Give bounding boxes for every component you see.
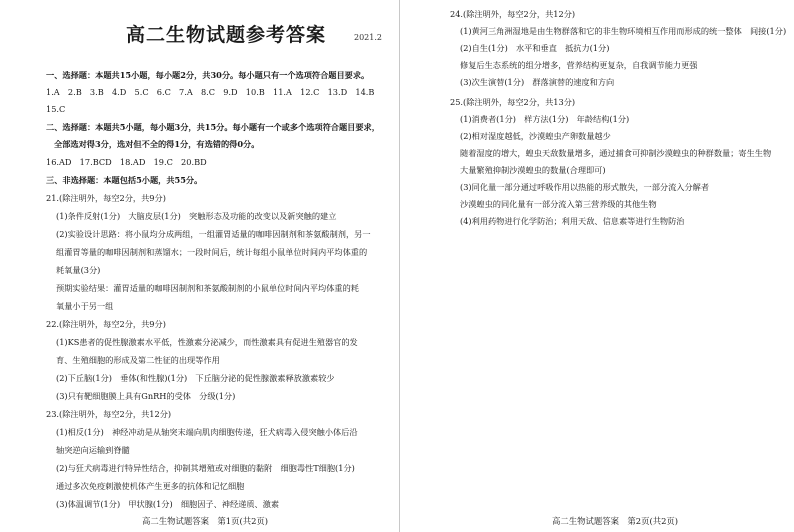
q24-answer-1: (1)黄河三角洲湿地是由生物群落和它的非生物环境相互作用而形成的统一整体 间接(1分) xyxy=(460,26,787,36)
q21-expected-result-cont: 氧量小于另一组 xyxy=(56,301,114,311)
q21-expected-result: 预期实验结果：灌胃适量的咖啡因制剂和茶氨酸制剂的小鼠单位时间内平均体重的耗 xyxy=(56,283,359,293)
q23-answer-2: (2)与狂犬病毒进行特异性结合，抑制其增殖或对细胞的黏附 细胞毒性T细胞(1分) xyxy=(56,463,355,473)
page-title: 高二生物试题参考答案 xyxy=(126,24,327,46)
page-divider xyxy=(399,0,400,532)
q25-answer-3: (3)同化量一部分通过呼吸作用以热能的形式散失，一部分流入分解者 xyxy=(460,182,710,192)
q25-answer-2-cont: 随着湿度的增大，蝗虫天敌数量增多，通过捕食可抑制沙漠蝗虫的种群数量；寄生生物 xyxy=(460,148,772,158)
q22-answer-2: (2)下丘脑(1分) 垂体(和性腺)(1分) 下丘脑分泌的促性腺激素释放激素较少 xyxy=(56,373,335,383)
q21-heading: 21.(除注明外，每空2分，共9分) xyxy=(46,193,166,203)
section-2-heading: 二、选择题：本题共5小题，每小题3分，共15分。每小题有一个或多个选项符合题目要求， xyxy=(46,122,380,132)
q22-answer-3: (3)只有靶细胞膜上具有GnRH的受体 分级(1分) xyxy=(56,391,236,401)
q22-heading: 22.(除注明外，每空2分，共9分) xyxy=(46,319,166,329)
section-1-answers-a: 1.A 2.B 3.B 4.D 5.C 6.C 7.A 8.C 9.D 10.B 11.A 12.C 13.D 14.B xyxy=(46,87,375,97)
q23-heading: 23.(除注明外，每空2分，共12分) xyxy=(46,409,172,419)
section-2-answers: 16.AD 17.BCD 18.AD 19.C 20.BD xyxy=(46,157,207,167)
q24-answer-2: (2)自生(1分) 水平和垂直 抵抗力(1分) xyxy=(460,43,610,53)
q21-answer-2: (2)实验设计思路：将小鼠均分成两组，一组灌胃适量的咖啡因制剂和茶氨酸制剂，另一 xyxy=(56,229,371,239)
answer-page-2 xyxy=(404,0,794,532)
q25-answer-2: (2)相对湿度越低，沙漠蝗虫产卵数量越少 xyxy=(460,131,611,141)
q25-answer-4: (4)利用药物进行化学防治；利用天敌、信息素等进行生物防治 xyxy=(460,216,685,226)
section-3-heading: 三、非选择题：本题包括5小题，共55分。 xyxy=(46,175,203,185)
q24-answer-3: (3)次生演替(1分) 群落演替的速度和方向 xyxy=(460,77,615,87)
q24-heading: 24.(除注明外，每空2分，共12分) xyxy=(450,9,576,19)
section-2-heading-cont: 全部选对得3分，选对但不全的得1分，有选错的得0分。 xyxy=(54,139,260,149)
q22-answer-1-cont: 育、生殖细胞的形成及第二性征的出现等作用 xyxy=(56,355,220,365)
q23-answer-1-cont: 轴突逆向运输到脊髓 xyxy=(56,445,130,455)
page-footer: 高二生物试题答案 第2页(共2页) xyxy=(552,516,679,526)
q21-answer-1: (1)条件反射(1分) 大脑皮层(1分) 突触形态及功能的改变以及新突触的建立 xyxy=(56,211,337,221)
section-1-answers-b: 15.C xyxy=(46,104,66,114)
q25-heading: 25.(除注明外，每空2分，共13分) xyxy=(450,97,576,107)
q23-answer-2-cont: 通过多次免疫刺激使机体产生更多的抗体和记忆细胞 xyxy=(56,481,245,491)
q23-answer-1: (1)相反(1分) 神经冲动是从轴突末端向肌肉细胞传递，狂犬病毒入侵突触小体后沿 xyxy=(56,427,358,437)
q22-answer-1: (1)KS患者的促性腺激素水平低，性激素分泌减少，而性激素具有促进生殖器官的发 xyxy=(56,337,358,347)
q21-answer-2-cont: 组灌胃等量的咖啡因制剂和蒸馏水；一段时间后，统计每组小鼠单位时间内平均体重的 xyxy=(56,247,368,257)
q21-answer-2-cont: 耗氧量(3分) xyxy=(56,265,101,275)
q24-answer-2-cont: 修复后生态系统的组分增多，营养结构更复杂，自我调节能力更强 xyxy=(460,60,698,70)
q25-answer-3-cont: 沙漠蝗虫的同化量有一部分流入第三营养级的其他生物 xyxy=(460,199,657,209)
q25-answer-2-cont: 大量繁殖抑制沙漠蝗虫的数量(合理即可) xyxy=(460,165,606,175)
page-footer: 高二生物试题答案 第1页(共2页) xyxy=(142,516,269,526)
q25-answer-1: (1)消费者(1分) 样方法(1分) 年龄结构(1分) xyxy=(460,114,630,124)
q23-answer-3: (3)体温调节(1分) 甲状腺(1分) 细胞因子、神经递质、激素 xyxy=(56,499,280,509)
exam-date: 2021.2 xyxy=(354,33,382,42)
section-1-heading: 一、选择题：本题共15小题，每小题2分，共30分。每小题只有一个选项符合题目要求。 xyxy=(46,70,370,80)
